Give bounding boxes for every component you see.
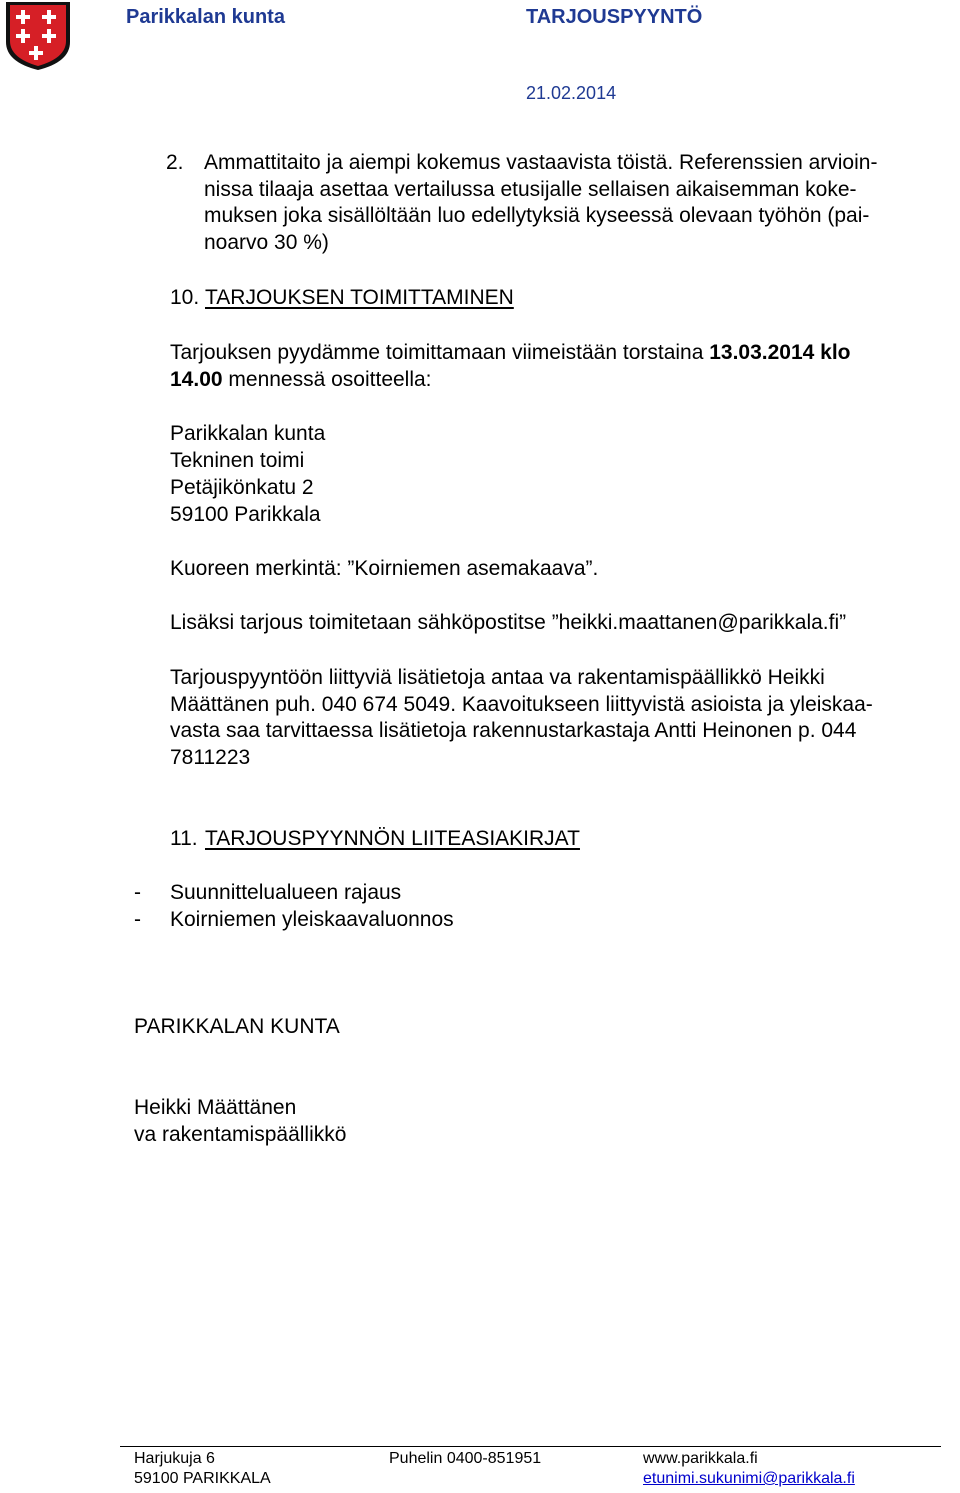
info-line: Määttänen puh. 040 674 5049. Kaavoitukseen liittyvistä asioista ja yleiskaa-	[170, 692, 873, 716]
deadline-paragraph-cont	[170, 367, 432, 394]
address-line: Tekninen toimi	[170, 449, 305, 472]
deadline-paragraph	[170, 340, 851, 367]
criterion-line: Ammattitaito ja aiempi kokemus vastaavista töistä. Referenssien arvioin-	[204, 151, 878, 174]
bullet: -	[134, 908, 141, 931]
footer-street: Harjukuja 6	[134, 1450, 215, 1467]
footer-postal: 59100 PARIKKALA	[134, 1470, 271, 1487]
bullet: -	[134, 881, 141, 904]
section-number: 10.	[170, 286, 200, 309]
footer-email-link[interactable]: etunimi.sukunimi@parikkala.fi	[643, 1470, 855, 1487]
signature-organization: PARIKKALAN KUNTA	[134, 1015, 340, 1038]
footer-email[interactable]	[643, 1469, 855, 1489]
info-line: Tarjouspyyntöön liittyviä lisätietoja antaa va rakentamispäällikkö Heikki	[170, 666, 825, 689]
address-line: Parikkalan kunta	[170, 422, 326, 445]
section-heading: TARJOUSPYYNNÖN LIITEASIAKIRJAT	[205, 827, 580, 850]
deadline-rest: mennessä osoitteella:	[222, 367, 432, 391]
header-organization: Parikkalan kunta	[126, 6, 285, 28]
footer-website[interactable]: www.parikkala.fi	[643, 1450, 758, 1467]
criterion-line: muksen joka sisällöltään luo edellytyksiä kyseessä olevaan työhön (pai-	[204, 204, 870, 227]
footer-divider	[120, 1446, 941, 1447]
header-doc-type: TARJOUSPYYNTÖ	[526, 6, 703, 28]
criterion-line: nissa tilaaja asettaa vertailussa etusijalle sellaisen aikaisemman koke-	[204, 177, 857, 201]
signature-title: va rakentamispäällikkö	[134, 1123, 347, 1146]
address-line: 59100 Parikkala	[170, 503, 321, 526]
attachment-item: Suunnittelualueen rajaus	[170, 881, 402, 904]
deadline-text: Tarjouksen pyydämme toimittamaan viimeistään torstaina	[170, 341, 710, 364]
footer-phone: Puhelin 0400-851951	[389, 1450, 542, 1467]
header-date: 21.02.2014	[526, 83, 617, 103]
attachment-item: Koirniemen yleiskaavaluonnos	[170, 908, 454, 931]
section-number: 11.	[170, 827, 198, 850]
coat-of-arms-icon	[3, 0, 73, 72]
criterion-line: noarvo 30 %)	[204, 230, 329, 254]
info-line: 7811223	[170, 745, 251, 769]
info-line: vasta saa tarvittaessa lisätietoja rakennustarkastaja Antti Heinonen p. 044	[170, 719, 857, 742]
section-heading: TARJOUKSEN TOIMITTAMINEN	[205, 286, 514, 309]
envelope-marking: Kuoreen merkintä: ”Koirniemen asemakaava”.	[170, 557, 599, 580]
email-submission: Lisäksi tarjous toimitetaan sähköpostitse ”heikki.maattanen@parikkala.fi”	[170, 611, 847, 634]
address-line: Petäjikönkatu 2	[170, 476, 314, 499]
deadline-date: 13.03.2014 klo	[709, 341, 851, 364]
signature-name: Heikki Määttänen	[134, 1096, 297, 1119]
deadline-time: 14.00	[170, 367, 223, 391]
criterion-number: 2.	[166, 151, 184, 174]
